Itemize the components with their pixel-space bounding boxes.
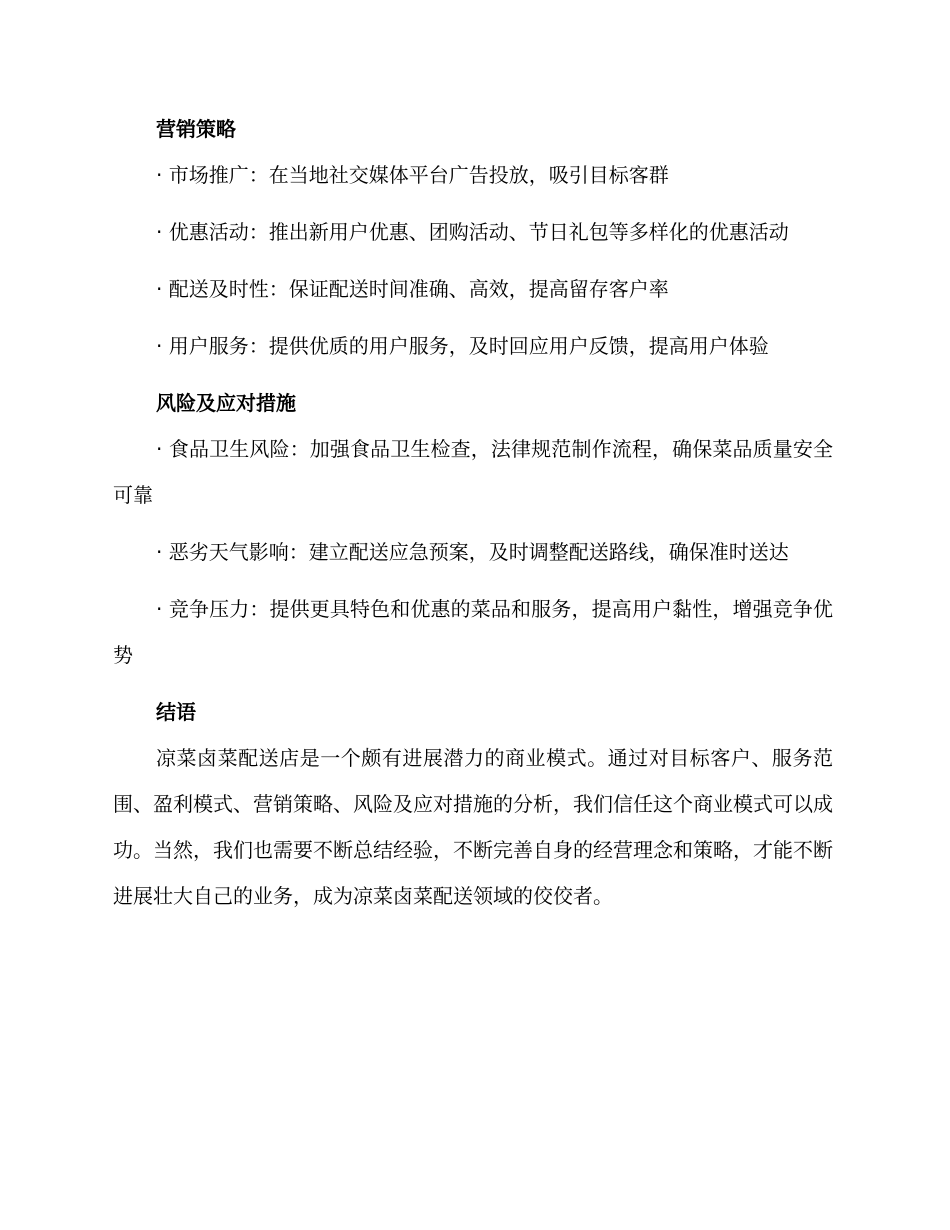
- bullet-item: · 市场推广：在当地社交媒体平台广告投放，吸引目标客群: [156, 163, 669, 187]
- document-page: [113, 106, 833, 930]
- bullet-item: · 竞争压力：提供更具特色和优惠的菜品和服务，提高用户黏性，增强竞争优势: [113, 597, 833, 667]
- bullet-item: · 配送及时性：保证配送时间准确、高效，提高留存客户率: [156, 277, 669, 301]
- section-risks: [113, 380, 833, 678]
- section-conclusion: [113, 689, 833, 919]
- section-heading: 结语: [156, 700, 196, 724]
- section-heading: 营销策略: [156, 117, 236, 141]
- section-heading: 风险及应对措施: [156, 391, 296, 415]
- conclusion-paragraph: 凉菜卤菜配送店是一个颇有进展潜力的商业模式。通过对目标客户、服务范围、盈利模式、营销策略、风险及应对措施的分析，我们信任这个商业模式可以成功。当然，我们也需要不断总结经验，不断完善自身的经营理念和策略，才能不断进展壮大自己的业务，成为凉菜卤菜配送领域的佼佼者。: [113, 746, 833, 908]
- bullet-item: · 优惠活动：推出新用户优惠、团购活动、节日礼包等多样化的优惠活动: [156, 220, 789, 244]
- bullet-item: · 食品卫生风险：加强食品卫生检查，法律规范制作流程，确保菜品质量安全可靠: [113, 437, 833, 507]
- bullet-item: · 恶劣天气影响：建立配送应急预案，及时调整配送路线，确保准时送达: [156, 540, 789, 564]
- section-marketing: [113, 106, 833, 369]
- bullet-item: · 用户服务：提供优质的用户服务，及时回应用户反馈，提高用户体验: [156, 334, 769, 358]
